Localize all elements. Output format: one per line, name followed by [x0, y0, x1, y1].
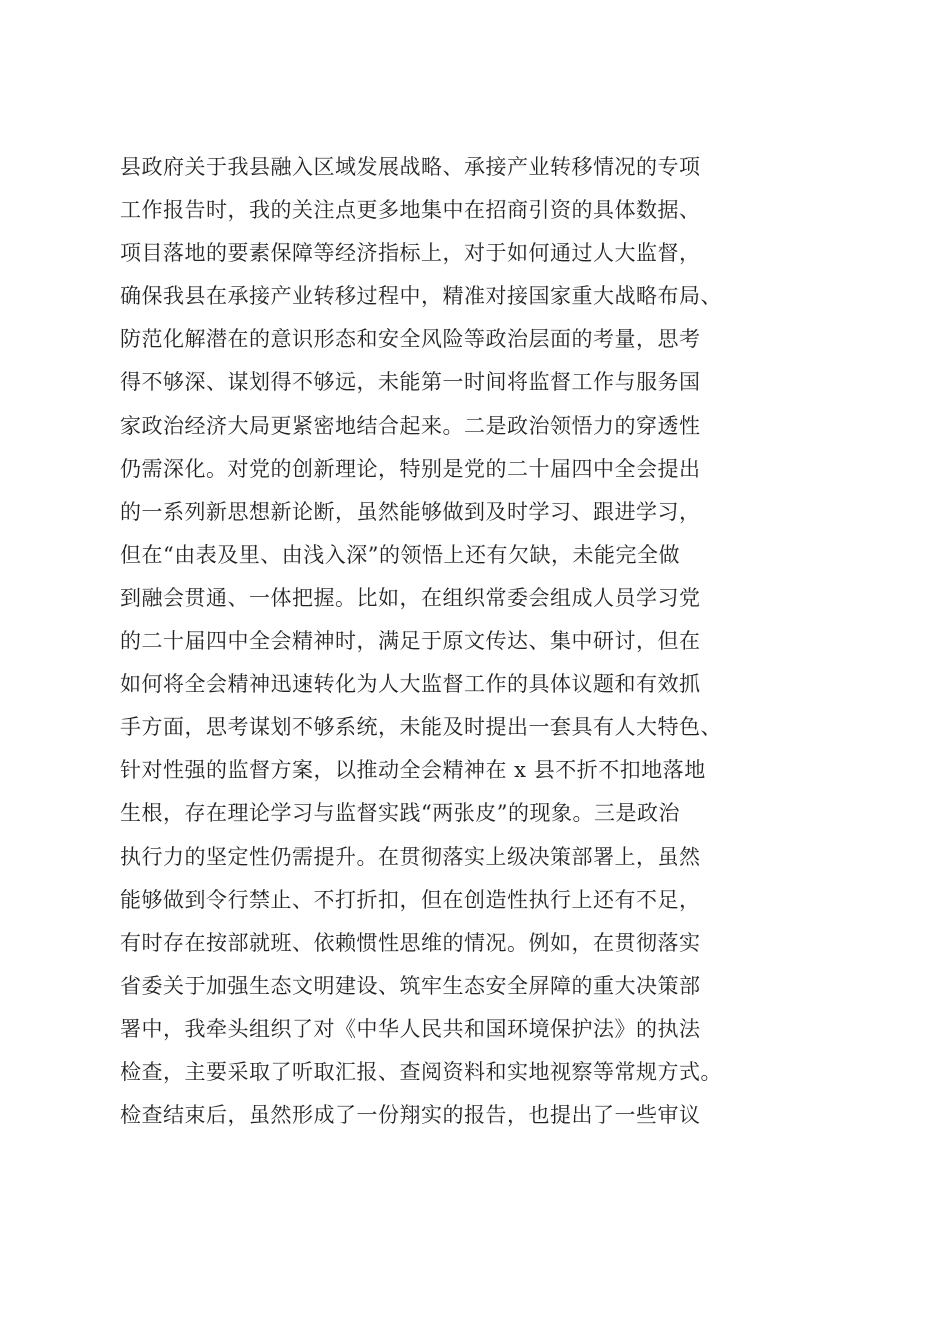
text-line: 检查，主要采取了听取汇报、查阅资料和实地视察等常规方式。: [120, 1059, 722, 1084]
text-line: 防范化解潜在的意识形态和安全风险等政治层面的考量，思考: [120, 327, 701, 352]
text-line: 有时存在按部就班、依赖惯性思维的情况。例如，在贯彻落实: [120, 930, 701, 955]
text-line: 如何将全会精神迅速转化为人大监督工作的具体议题和有效抓: [120, 672, 701, 697]
text-line: 得不够深、谋划得不够远，未能第一时间将监督工作与服务国: [120, 370, 701, 395]
text-line: 检查结束后，虽然形成了一份翔实的报告，也提出了一些审议: [120, 1103, 701, 1128]
text-line: 的一系列新思想新论断，虽然能够做到及时学习、跟进学习，: [120, 499, 701, 524]
text-line: 省委关于加强生态文明建设、筑牢生态安全屏障的重大决策部: [120, 973, 701, 998]
text-line: 家政治经济大局更紧密地结合起来。二是政治领悟力的穿透性: [120, 413, 701, 438]
text-line: 的二十届四中全会精神时，满足于原文传达、集中研讨，但在: [120, 629, 701, 654]
text-line: 但在“由表及里、由浅入深”的领悟上还有欠缺，未能完全做: [120, 542, 680, 567]
text-line: 执行力的坚定性仍需提升。在贯彻落实上级决策部署上，虽然: [120, 844, 701, 869]
text-line: 到融会贯通、一体把握。比如，在组织常委会组成人员学习党: [120, 585, 701, 610]
text-line: 署中，我牵头组织了对《中华人民共和国环境保护法》的执法: [120, 1016, 701, 1041]
text-line: 生根，存在理论学习与监督实践“两张皮”的现象。三是政治: [120, 801, 680, 826]
text-line: 仍需深化。对党的创新理论，特别是党的二十届四中全会提出: [120, 456, 701, 481]
text-line: 工作报告时，我的关注点更多地集中在招商引资的具体数据、: [120, 198, 701, 223]
body-paragraph: [120, 146, 840, 1137]
text-line: 针对性强的监督方案，以推动全会精神在 x 县不折不扣地落地: [120, 758, 706, 783]
text-line: 项目落地的要素保障等经济指标上，对于如何通过人大监督，: [120, 241, 701, 266]
text-line: 手方面，思考谋划不够系统，未能及时提出一套具有人大特色、: [120, 715, 722, 740]
text-line: 县政府关于我县融入区域发展战略、承接产业转移情况的专项: [120, 155, 701, 179]
text-line: 能够做到令行禁止、不打折扣，但在创造性执行上还有不足，: [120, 887, 701, 912]
text-line: 确保我县在承接产业转移过程中，精准对接国家重大战略布局、: [120, 284, 722, 309]
